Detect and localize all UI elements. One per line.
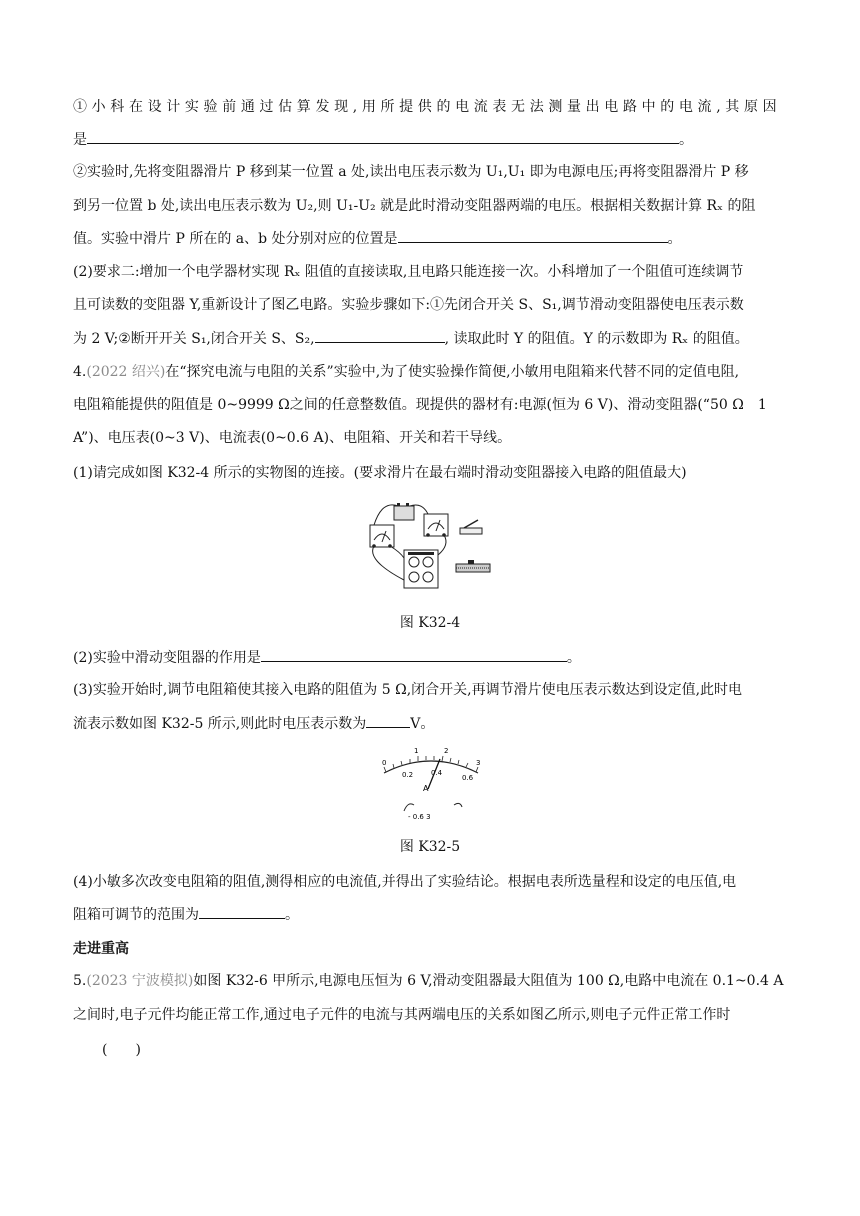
q4-stem-text: 在“探究电流与电阻的关系”实验中,为了使实验操作简便,小敏用电阻箱来代替不同的定值电阻, [165,364,740,380]
q3-part2-prefix: 值。实验中滑片 P 所在的 a、b 处分别对应的位置是 [73,231,398,247]
bottom-tick-04: 0.4 [431,769,443,777]
top-tick-1: 1 [414,747,419,755]
q4-part3-unit: V。 [410,716,435,732]
bottom-tick-02: 0.2 [402,771,414,779]
terminal-wire-right [454,803,462,807]
q3-part1-prefix: 是 [73,132,87,148]
answer-blank[interactable] [261,647,567,662]
bottom-tick-06: 0.6 [462,774,474,782]
answer-blank[interactable] [398,228,668,243]
q5-source: (2023 宁波模拟) [86,973,194,989]
meter-unit: A [423,784,429,793]
q3-part2-line1: ②实验时,先将变阻器滑片 P 移到某一位置 a 处,读出电压表示数为 U₁,U₁ 即为电源电压;再将变阻器滑片 P 移 [73,164,749,180]
q4-part2-suffix: 。 [566,650,581,666]
q4-part3-prefix: 流表示数如图 K32-5 所示,则此时电压表示数为 [73,716,367,732]
q3-part2-suffix: 。 [667,231,682,247]
q3-part2-line3 [73,228,800,249]
q3-part2-line2: 到另一位置 b 处,读出电压表示数为 U₂,则 U₁-U₂ 就是此时滑动变阻器两端的电压。根据相关数据计算 Rₓ 的阻 [73,198,756,214]
answer-blank[interactable] [366,713,410,728]
q4-part4-suffix: 。 [285,907,299,923]
top-tick-2: 2 [444,747,449,755]
meter-terminals: - 0.6 3 [408,813,431,821]
q3-req2-line1: (2)要求二:增加一个电学器材实现 Rₓ 阻值的直接读取,且电路只能连接一次。小科增加了一个阻值可连续调节 [73,264,744,280]
q5-stem-text: 如图 K32-6 甲所示,电源电压恒为 6 V,滑动变阻器最大阻值为 100 Ω,电路中电流在 0.1~0.4 A [193,973,784,989]
top-tick-0: 0 [382,759,387,767]
q4-part4-prefix: 阻箱可调节的范围为 [73,907,199,923]
figure-k32-5-caption: 图 K32-5 [399,839,461,855]
q4-part2 [73,647,800,668]
section-heading: 走进重高 [73,941,129,957]
q4-part4-line1: (4)小敏多次改变电阻箱的阻值,测得相应的电流值,并得出了实验结论。根据电表所选量程和设定的电压值,电 [73,874,737,890]
voltmeter-icon [424,514,448,537]
q4-part3-line2 [73,713,800,734]
q4-source: (2022 绍兴) [86,364,166,380]
ammeter-icon [370,525,394,548]
q3-req2-prefix: 为 2 V;②断开开关 S₁,闭合开关 S、S₂, [73,331,315,347]
q3-part1-suffix: 。 [679,132,693,148]
q4-part1: (1)请完成如图 K32-4 所示的实物图的连接。(要求滑片在最右端时滑动变阻器接入电路的阻值最大) [73,465,687,481]
q4-line2: 电阻箱能提供的阻值是 0~9999 Ω之间的任意整数值。现提供的器材有:电源(恒为 6 V)、滑动变阻器(“50 Ω 1 [73,397,767,413]
q4-line1 [73,362,800,382]
terminal-wire-left [404,804,414,811]
ammeter-dial-figure [376,745,486,825]
q3-part1-line1: ① 小 科 在 设 计 实 验 前 通 过 估 算 发 现 , 用 所 提 供 的 电 流 表 无 法 测 量 出 电 路 中 的 电 流 , 其 原 因 [73,99,777,115]
q4-part2-prefix: (2)实验中滑动变阻器的作用是 [73,650,261,666]
q4-number: 4. [73,364,87,380]
q5-line2: 之间时,电子元件均能正常工作,通过电子元件的电流与其两端电压的关系如图乙所示,则电子元件正常工作时 [73,1007,731,1023]
q5-number: 5. [73,973,87,989]
q4-part4-line2 [73,904,800,925]
q5-answer-paren[interactable]: ( ) [102,1042,141,1058]
q5-line1 [73,971,800,991]
top-tick-3: 3 [476,759,481,767]
q3-req2-suffix: , 读取此时 Y 的阻值。Y 的示数即为 Rₓ 的阻值。 [444,331,749,347]
q4-part3-line1: (3)实验开始时,调节电阻箱使其接入电路的阻值为 5 Ω,闭合开关,再调节滑片使电压表示数达到设定值,此时电 [73,682,743,698]
figure-k32-4-caption: 图 K32-4 [399,615,461,631]
q3-req2-line3 [73,328,800,349]
q4-line3: A”)、电压表(0~3 V)、电流表(0~0.6 A)、电阻箱、开关和若干导线。 [73,430,512,446]
resistance-box-icon [404,550,438,588]
rheostat-icon [456,560,490,572]
switch-icon [460,520,482,534]
answer-blank[interactable] [199,904,285,919]
circuit-apparatus-figure [360,500,500,590]
q3-req2-line2: 且可读数的变阻器 Y,重新设计了图乙电路。实验步骤如下:①先闭合开关 S、S₁,调节滑动变阻器使电压表示数 [73,297,744,313]
q3-part1-line2 [73,129,800,150]
answer-blank[interactable] [87,129,679,144]
answer-blank[interactable] [315,328,445,343]
